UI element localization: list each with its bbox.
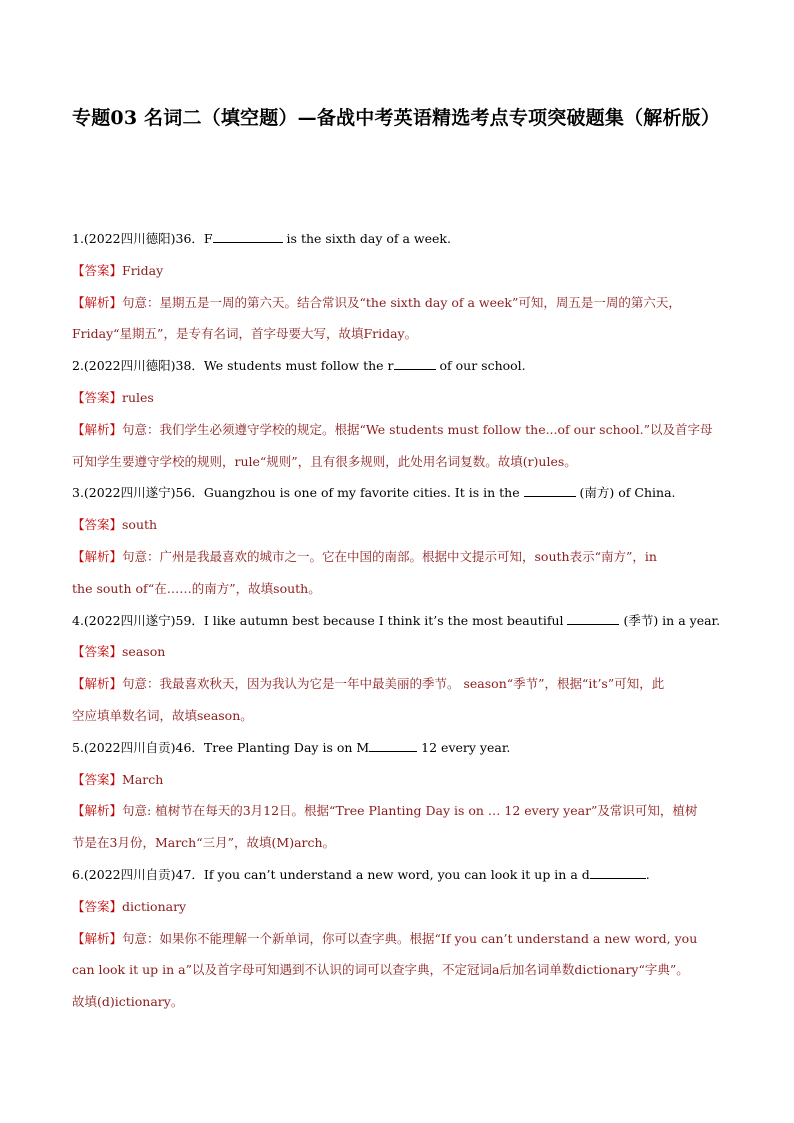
answer-value: Friday [122, 262, 164, 278]
fill-blank [213, 230, 283, 243]
answer-value: rules [122, 389, 154, 405]
analysis-5-line-1 [72, 795, 732, 827]
analysis-tag: 【解析】 [72, 421, 123, 437]
answer-1 [72, 255, 732, 287]
answer-tag: 【答案】 [72, 389, 123, 405]
question-text: 2.(2022四川德阳)38．We students must follow the r [72, 358, 394, 374]
question-text: (南方) of China. [575, 485, 676, 501]
question-3 [72, 477, 732, 509]
answer-tag: 【答案】 [72, 517, 123, 533]
analysis-2-line-1 [72, 414, 732, 446]
question-text: (季节) in a year. [619, 612, 721, 628]
question-6 [72, 859, 732, 891]
analysis-text: 句意：星期五是一周的第六天。结合常识及“the sixth day of a week”可知，周五是一周的第六天， [122, 294, 681, 310]
question-text: 12 every year. [417, 739, 511, 755]
answer-tag: 【答案】 [72, 262, 123, 278]
analysis-tag: 【解析】 [72, 676, 123, 692]
analysis-text: 句意：我们学生必须遵守学校的规定。根据“We students must follow the...of our school.”以及首字母 [122, 421, 713, 437]
fill-blank [369, 739, 417, 752]
answer-value: season [122, 644, 166, 660]
answer-tag: 【答案】 [72, 771, 123, 787]
analysis-6-line-3: 故填(d)ictionary。 [72, 994, 184, 1010]
analysis-3-line-1 [72, 541, 732, 573]
fill-blank [524, 484, 576, 497]
answer-3 [72, 509, 732, 541]
analysis-1-line-2: Friday“星期五”，是专有名词，首字母要大写，故填Friday。 [72, 326, 418, 342]
analysis-3-line-2: the south of“在……的南方”，故填south。 [72, 580, 321, 596]
answer-6 [72, 891, 732, 923]
answer-value: south [122, 517, 158, 533]
analysis-4-line-2: 空应填单数名词，故填season。 [72, 707, 253, 723]
question-list [72, 223, 732, 1018]
question-text: 4.(2022四川遂宁)59．I like autumn best because I think it’s the most beautiful [72, 612, 568, 628]
answer-value: March [122, 771, 164, 787]
answer-5 [72, 764, 732, 796]
analysis-tag: 【解析】 [72, 548, 123, 564]
analysis-5-line-2: 节是在3月份，March“三月”，故填(M)arch。 [72, 835, 336, 851]
analysis-tag: 【解析】 [72, 930, 123, 946]
question-1 [72, 223, 732, 255]
analysis-1-line-1 [72, 287, 732, 319]
analysis-text: 句意：如果你不能理解一个新单词，你可以查字典。根据“If you can’t understand a new word, you [122, 930, 698, 946]
question-text: 5.(2022四川自贡)46．Tree Planting Day is on M [72, 739, 370, 755]
analysis-6-line-1 [72, 923, 732, 955]
analysis-4-line-1 [72, 668, 732, 700]
analysis-text: 句意：广州是我最喜欢的城市之一。它在中国的南部。根据中文提示可知，south表示“南方”，in [122, 548, 657, 564]
fill-blank [567, 612, 619, 625]
fill-blank [394, 357, 436, 370]
analysis-text: 句意：我最喜欢秋天，因为我认为它是一年中最美丽的季节。 season“季节”，根据“it’s”可知，此 [122, 676, 665, 692]
analysis-2-line-2: 可知学生要遵守学校的规则，rule“规则”，且有很多规则，此处用名词复数。故填(r)ules。 [72, 453, 577, 469]
answer-4 [72, 636, 732, 668]
question-text: . [645, 866, 650, 882]
question-text: is the sixth day of a week. [282, 231, 451, 246]
analysis-text: 句意: 植树节在每天的3月12日。根据“Tree Planting Day is on … 12 every year”及常识可知，植树 [122, 803, 698, 819]
page-title: 专题03 名词二（填空题）—备战中考英语精选考点专项突破题集（解析版） [72, 107, 721, 129]
answer-tag: 【答案】 [72, 898, 123, 914]
answer-value: dictionary [122, 898, 187, 914]
question-text: 3.(2022四川遂宁)56．Guangzhou is one of my favorite cities. It is in the [72, 485, 524, 501]
question-2 [72, 350, 732, 382]
answer-2 [72, 382, 732, 414]
question-text: of our school. [435, 358, 526, 374]
fill-blank [590, 866, 646, 879]
question-4 [72, 605, 732, 637]
question-5 [72, 732, 732, 764]
analysis-6-line-2: can look it up in a”以及首字母可知遇到不认识的词可以查字典，不定冠词a后加名词单数dictionary“字典”。 [72, 962, 689, 978]
analysis-tag: 【解析】 [72, 803, 123, 819]
analysis-tag: 【解析】 [72, 294, 123, 310]
question-text: 1.(2022四川德阳)36．F [72, 231, 213, 246]
question-text: 6.(2022四川自贡)47．If you can’t understand a new word, you can look it up in a d [72, 866, 590, 882]
answer-tag: 【答案】 [72, 644, 123, 660]
